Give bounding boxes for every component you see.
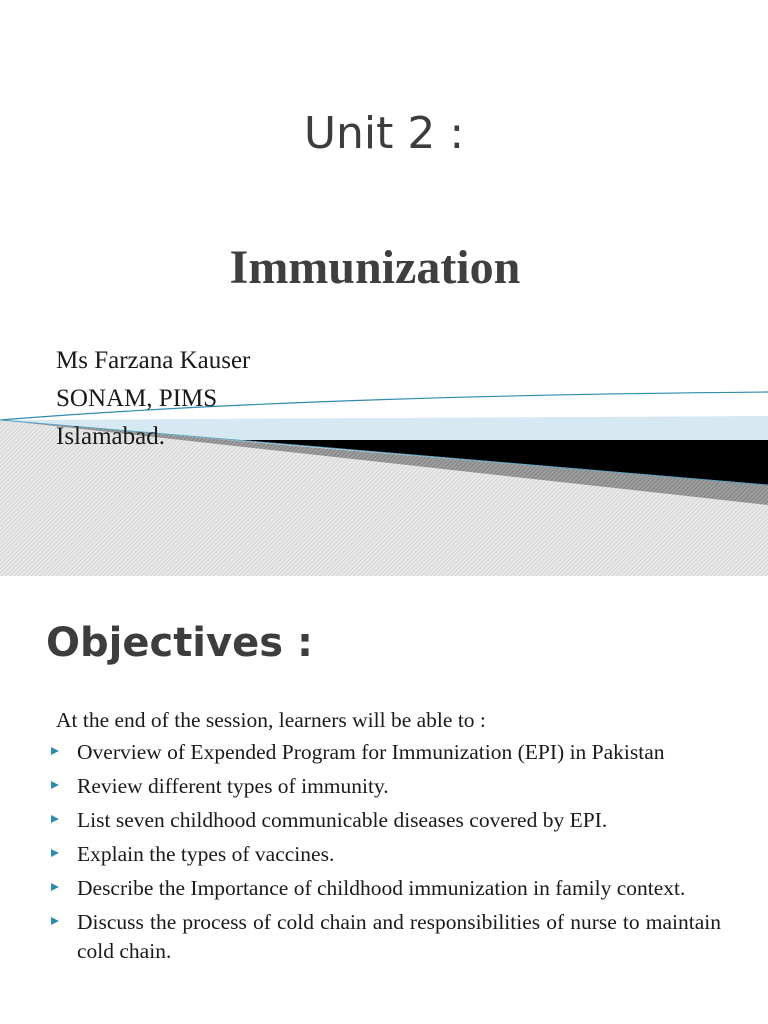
slide-subtitle: Immunization	[229, 241, 521, 294]
bullet-arrow-icon	[51, 747, 59, 755]
list-item	[77, 840, 721, 869]
intro-text: At the end of the session, learners will be able to :	[56, 708, 486, 732]
list-item	[77, 874, 721, 903]
list-item	[77, 772, 721, 801]
list-item-text: Discuss the process of cold chain and responsibilities of nurse to maintain cold chain.	[77, 910, 721, 963]
bullet-arrow-icon	[51, 781, 59, 789]
list-item-text: Overview of Expended Program for Immunization (EPI) in Pakistan	[77, 740, 665, 764]
list-item-text: Review different types of immunity.	[77, 774, 389, 798]
slide-title: Unit 2 :	[303, 108, 465, 159]
objectives-slide	[0, 576, 768, 1024]
author-block	[56, 342, 250, 456]
author-organization: SONAM, PIMS	[56, 385, 218, 412]
list-item	[77, 738, 721, 767]
list-item	[77, 806, 721, 835]
list-item	[77, 908, 721, 966]
bullet-arrow-icon	[51, 849, 59, 857]
list-item-text: Describe the Importance of childhood immunization in family context.	[77, 876, 686, 900]
bullet-arrow-icon	[51, 883, 59, 891]
objectives-list	[0, 738, 768, 971]
slide-title: Objectives :	[46, 620, 313, 666]
list-item-text: Explain the types of vaccines.	[77, 842, 335, 866]
bullet-arrow-icon	[51, 815, 59, 823]
list-item-text: List seven childhood communicable diseases covered by EPI.	[77, 808, 608, 832]
author-name: Ms Farzana Kauser	[56, 347, 251, 374]
author-city: Islamabad.	[56, 423, 165, 450]
bullet-arrow-icon	[51, 917, 59, 925]
